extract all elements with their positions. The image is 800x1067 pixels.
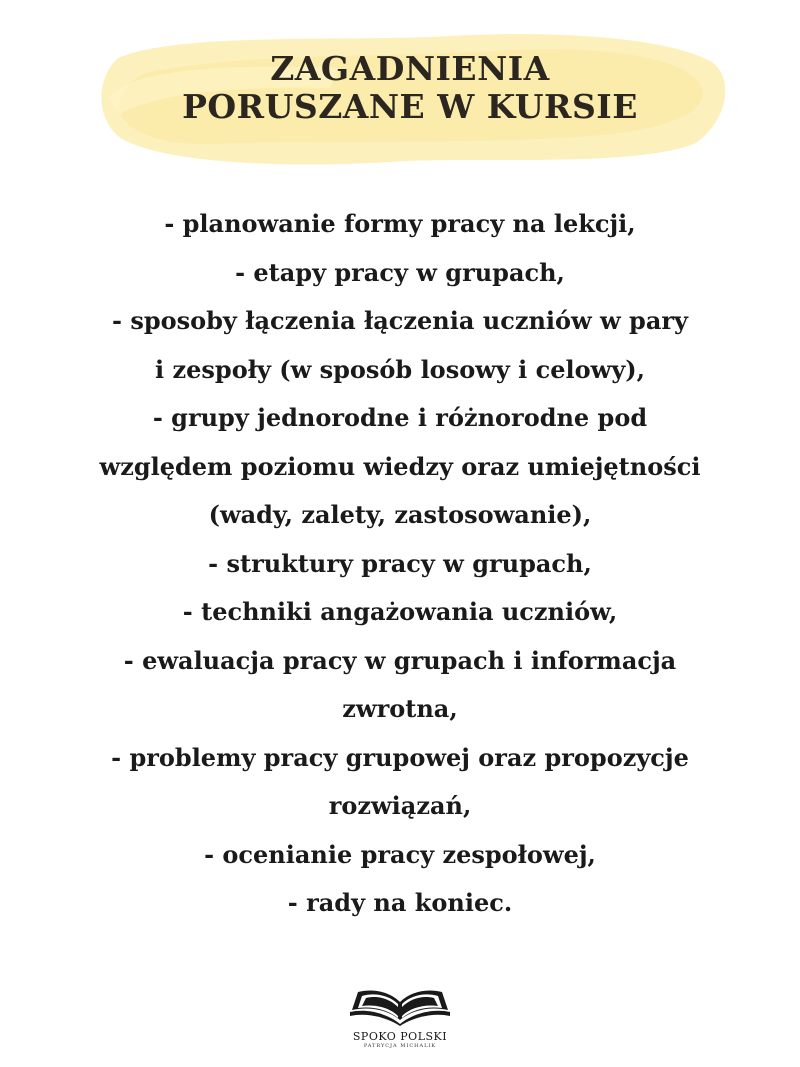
topic-line: - sposoby łączenia łączenia uczniów w pary (112, 306, 688, 335)
topic-line: - rady na koniec. (287, 888, 513, 917)
topic-line: - etapy pracy w grupach, (235, 257, 565, 287)
page-title (90, 50, 730, 126)
topic-line: - ewaluacja pracy w grupach i informacja (123, 645, 677, 675)
brand-logo (320, 980, 480, 1060)
title-line-2: PORUSZANE W KURSIE (182, 87, 638, 126)
topic-line: - ocenianie pracy zespołowej, (204, 839, 596, 869)
title-block (90, 28, 730, 168)
topic-line: względem poziomu wiedzy oraz umiejętności (99, 451, 701, 481)
topic-line: - techniki angażowania uczniów, (182, 597, 618, 626)
topic-line: zwrotna, (342, 694, 458, 723)
topic-line: - planowanie formy pracy na lekcji, (164, 209, 636, 238)
open-book-icon (348, 980, 452, 1026)
topics-list (40, 200, 760, 928)
topic-line: - struktury pracy w grupach, (208, 548, 592, 578)
brand-name: SPOKO POLSKI (352, 1030, 448, 1043)
topic-line: rozwiązań, (328, 791, 472, 820)
topic-line: - grupy jednorodne i różnorodne pod (152, 403, 648, 432)
topic-line: - problemy pracy grupowej oraz propozycje (111, 742, 689, 772)
title-line-1: ZAGADNIENIA (270, 49, 550, 88)
topic-line: i zespoły (w sposób losowy i celowy), (155, 354, 645, 384)
topic-line: (wady, zalety, zastosowanie), (208, 500, 592, 529)
brand-subtitle: PATRYCJA MICHALIK (363, 1043, 437, 1049)
